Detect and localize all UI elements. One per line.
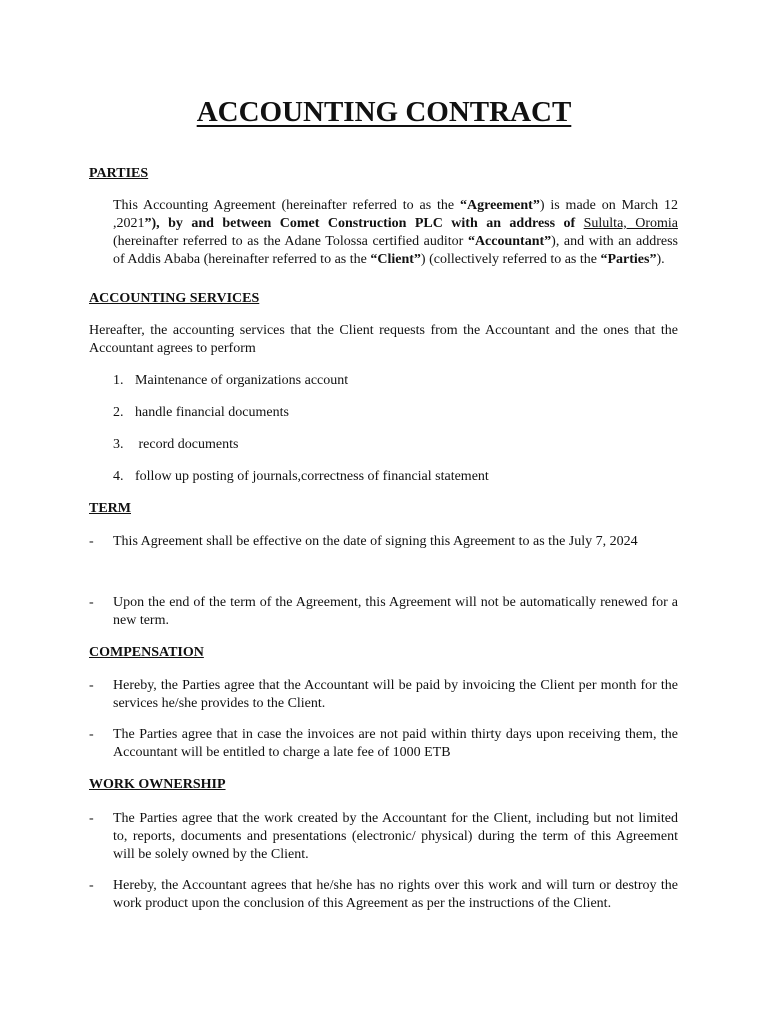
bullet-dash: - [89,811,94,826]
bullet-item [89,726,678,762]
document-title: ACCOUNTING CONTRACT [196,96,572,128]
accountant-term: “Accountant” [467,234,552,249]
list-number: 3. [113,437,124,452]
section-heading-term: TERM [89,501,131,516]
accountant-address: Sululta, Oromia [583,216,678,231]
bullet-item [89,594,678,630]
parties-text-6: ) (collectively referred to as the [420,252,601,267]
bullet-item [89,877,678,913]
document-title-wrap [0,95,768,129]
section-heading-parties: PARTIES [89,166,149,181]
list-item [113,436,238,454]
section-heading-compensation: COMPENSATION [89,645,204,660]
list-item [113,372,348,390]
bullet-text: The Parties agree that in case the invoices are not paid within thirty days upon receiving them, the Accountant will be entitled to charge a late fee of 1000 ETB [113,727,678,760]
parties-text-1: This Accounting Agreement (hereinafter referred to as the [113,198,460,213]
parties-text-4: (hereinafter referred to as the Adane Tolossa certified auditor [113,234,468,249]
list-text: record documents [135,437,239,452]
bullet-item [89,533,678,551]
bullet-dash: - [89,727,94,742]
parties-text-2: ) is made on March 12 ,2021 [113,198,678,231]
list-number: 4. [113,469,124,484]
bullet-dash: - [89,595,94,610]
bullet-item [89,677,678,713]
list-text: Maintenance of organizations account [135,373,349,388]
parties-text-3: ”), by and between Comet Construction PLC with an address of [144,216,584,231]
parties-paragraph [113,197,678,269]
section-heading-services: ACCOUNTING SERVICES [89,291,260,306]
bullet-dash: - [89,678,94,693]
bullet-text: This Agreement shall be effective on the date of signing this Agreement to as the July 7, 2024 [113,534,638,549]
services-intro: Hereafter, the accounting services that the Client requests from the Accountant and the ones that the Accountant agrees to perform [89,323,678,356]
client-term: “Client” [370,252,421,267]
list-number: 2. [113,405,124,420]
bullet-dash: - [89,878,94,893]
parties-term: “Parties” [600,252,657,267]
parties-text-5: ), and with an address of Addis Ababa (hereinafter referred to as the [113,234,679,267]
section-heading-ownership: WORK OWNERSHIP [89,777,226,792]
list-item [113,404,289,422]
bullet-text: Hereby, the Accountant agrees that he/she has no rights over this work and will turn or destroy the work product upon the conclusion of this Agreement as per the instructions of the Client. [113,878,678,911]
bullet-item [89,810,678,864]
list-number: 1. [113,373,124,388]
bullet-text: The Parties agree that the work created by the Accountant for the Client, including but not limited to, reports, documents and presentations (electronic/ physical) during the term of this Agreement will be solely owned by the Client. [113,811,678,862]
agreement-term: “Agreement” [460,198,540,213]
list-text: follow up posting of journals,correctness of financial statement [135,469,489,484]
parties-text-7: ). [656,252,665,267]
bullet-dash: - [89,534,94,549]
bullet-text: Hereby, the Parties agree that the Accountant will be paid by invoicing the Client per month for the services he/she provides to the Client. [113,678,678,711]
list-text: handle financial documents [135,405,289,420]
bullet-text: Upon the end of the term of the Agreement, this Agreement will not be automatically renewed for a new term. [113,595,678,628]
list-item [113,468,489,486]
